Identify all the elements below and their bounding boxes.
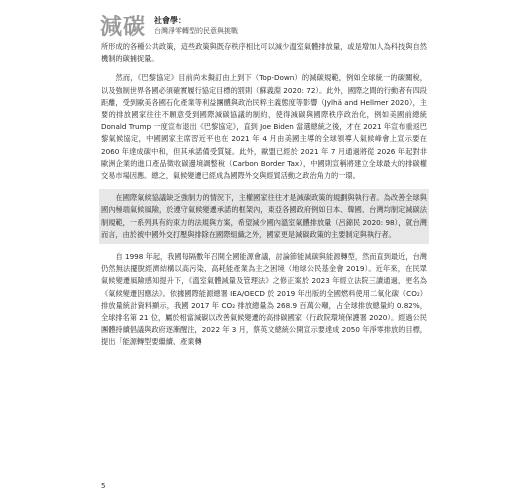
header-book-subtitle: 台灣淨零轉型的民意與挑戰 — [154, 27, 238, 35]
paragraph-paris-agreement: 然而，《巴黎協定》目前尚未擬訂由上到下（Top-Down）的減碳規範，例如全球統一的碳關稅，以及強制世界各國必須確實履行協定目標的罰則（蘇義淵 2020: 72）。此外，國際之間的行動者有四段距離，受到歐美各國石化產業等利益團體與政治民粹主義態度等影響（Jylhä and Hellmer 2020），主要的排放國家往往不願意受到國際減碳協議的制約，使得減碳與國際秩序政治化，例如美國前總統 Donald Trump 一度宣布退出《巴黎協定》，直到 Joe Biden 當選總統之後，才在 2021 年宣布重返巴黎氣候協定，中國國家主席習近平也在 2021 年 4 月由美國主導的全球領導人氣候峰會上宣示要在 2060 年達成碳中和，但其承諾備受質疑。此外，歐盟已經於 2021 年 7 月通過將從 2026 年起對非歐洲企業的進口產品徵收碳邊境調整稅（Carbon Border Tax），中國則宣稱將建立全球最大的排碳權交易市場因應。總之，氣候變遷已經成為國際外交與經貿活動之政治角力的一環。 — [101, 73, 427, 181]
header-title-large: 減碳 — [100, 14, 147, 40]
header-book-title: 社會學： — [154, 16, 186, 25]
paragraph-national-policy: 在國際氣候協議缺乏強制力的情況下，主權國家往往才是減碳政策的規劃與執行者。為改善全球與國內極端氣候風險，於遵守氣候變遷承諾的框架內，東亞各國政府例如日本、韓國、台灣均制定減碳法制規範，一系列具有約束力的法規與方案，希望減少國內溫室氣體排放量（呂錦民 2020: 98），就台灣而言，由於被中國外交打壓與排除在國際組織之外，國家更是減碳政策的主要制定與執行者。 — [101, 193, 427, 239]
highlighted-block — [99, 189, 429, 244]
page-number: 5 — [101, 482, 106, 490]
paragraph-taiwan-energy: 自 1998 年起，我國每隔數年召開全國能源會議，討論節能減碳與能源轉型，然而直到最近，台灣仍然無法擺脫經濟結構以高污染、高耗能產業為主之困境（地球公民基金會 2019）。近年來，在民眾氣候變遷風險感知提升下，《溫室氣體減量及管理法》之修正案於 2023 年經立法院三讀通過，更名為《氣候變遷因應法》。依據國際能源總署 IEA/OECD 於 2019 年出版的全國燃料使用二氧化碳（CO₂）排放量統計資料顯示，我國 2017 年 CO₂ 排放總量為 268.9 百萬公噸，占全球排放總量約 0.82%，全球排名第 21 位，屬於相當減碳以改善氣候變遷的高排碳國家（行政院環境保護署 2020）。經過公民團體持續倡議與政府逐漸醒注，2022 年 3 月，蔡英文總統公開宣示要達成 2050 年淨零排放的目標，提出「能源轉型要繼續、產業轉 — [101, 252, 427, 347]
paragraph-continued: 所形成的各種公共政策，這些政策與既存秩序相比可以減少溫室氣體排放量，或是增加人為科技與自然機制的碳捕捉量。 — [101, 42, 427, 64]
page-body — [101, 41, 427, 356]
running-header — [100, 14, 440, 40]
